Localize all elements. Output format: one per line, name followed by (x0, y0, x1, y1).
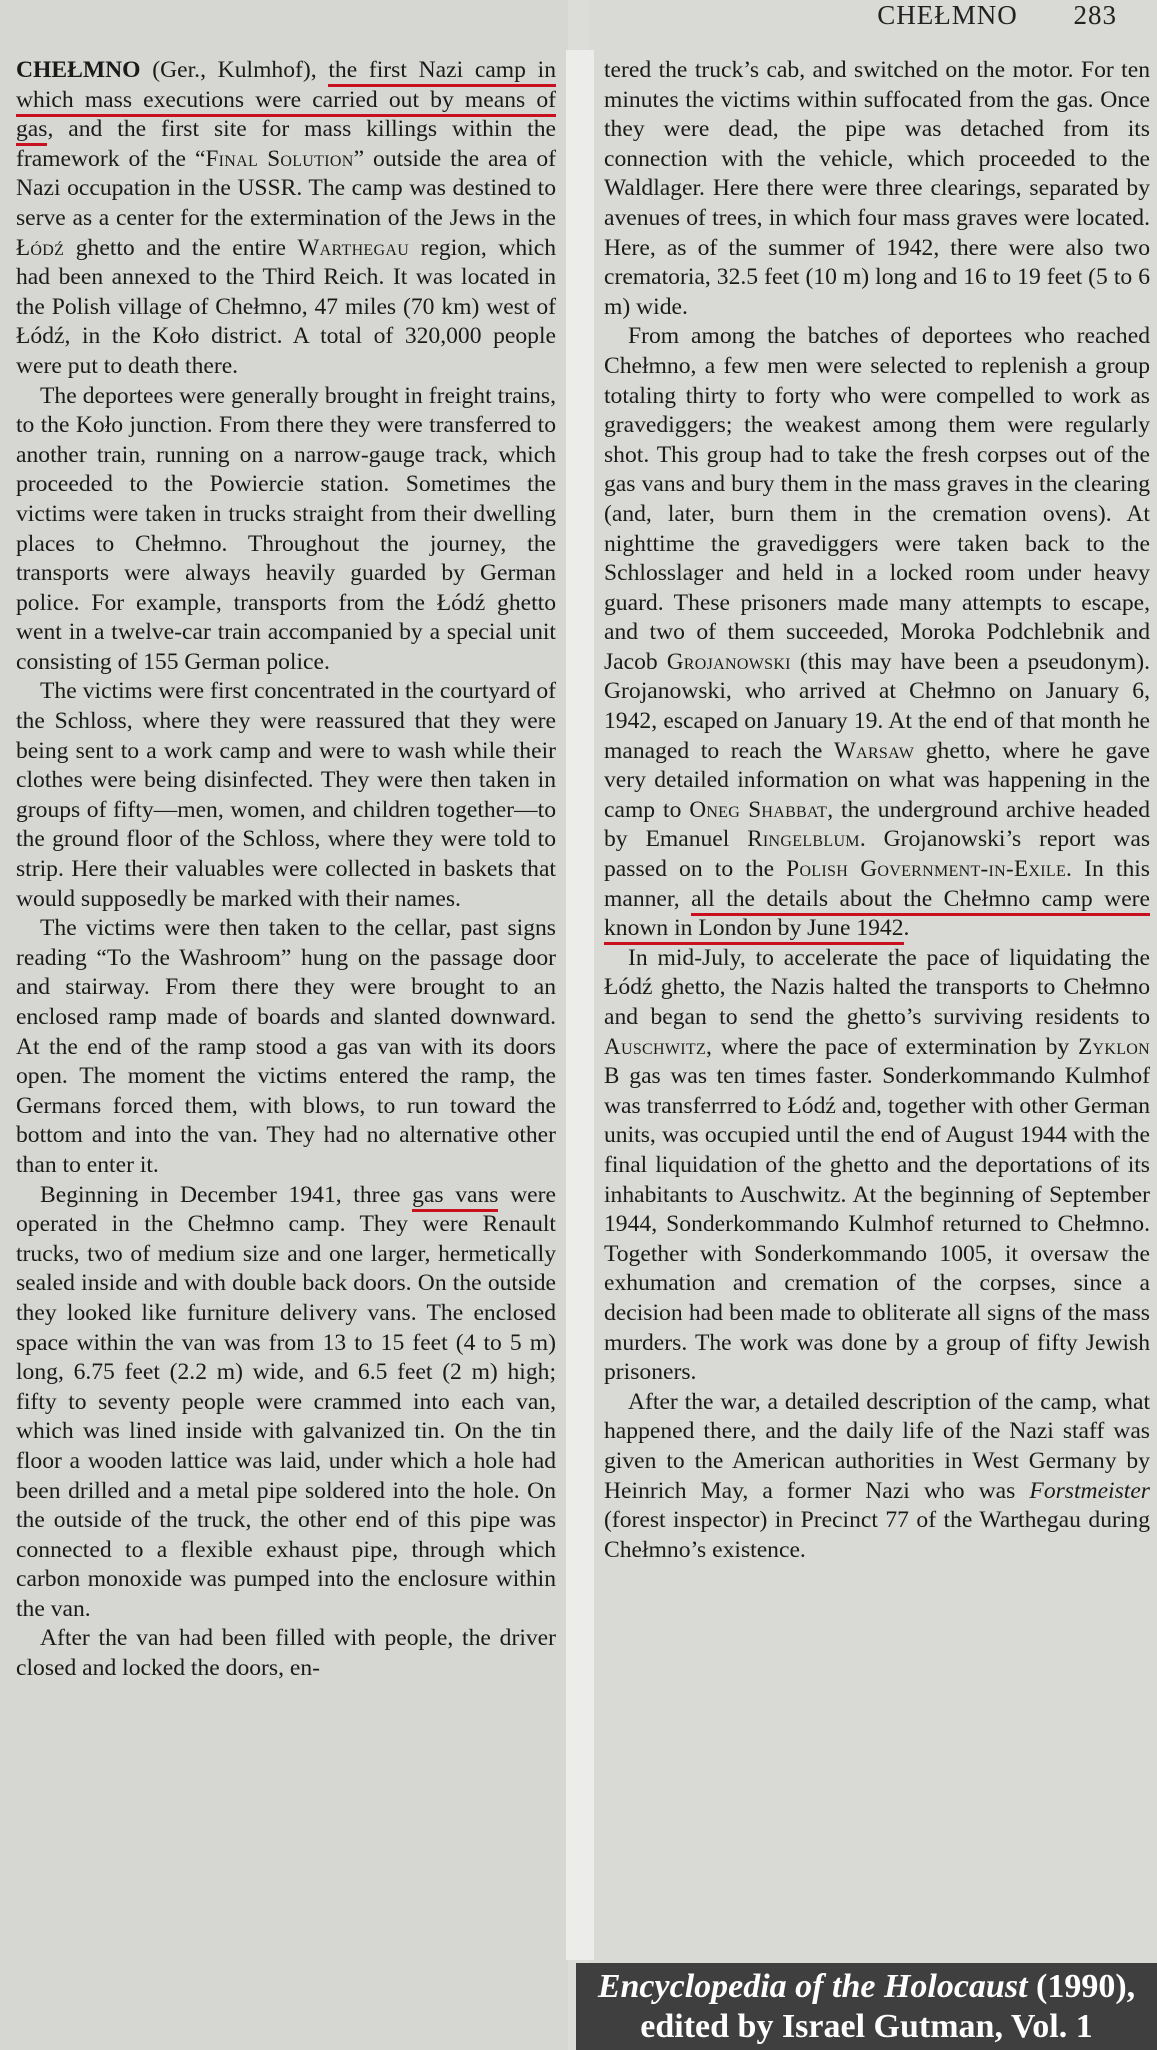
paragraph: In mid-July, to accelerate the pace of liquidating the Łódź ghetto, the Nazis halted the transports to Chełmno and began to send the ghetto’s surviving residents to Auschwitz, where the pace of extermination by Zyklon B gas was ten times faster. Sonderkommando Kulmhof was transferrred to Łódź and, together with other German units, was occupied until the end of August 1944 with the final liquidation of the ghetto and the deportations of its inhabitants to Auschwitz. At the beginning of September 1944, Sonderkommando Kulmhof returned to Chełmno. Together with Sonderkommando 1005, it oversaw the exhumation and cremation of the corpses, since a decision had been made to obliterate all signs of the mass murders. The work was done by a group of fifty Jewish prisoners. (604, 944, 1150, 1386)
paragraph: After the war, a detailed description of the camp, what happened there, and the daily life of the Nazi staff was given to the American authorities in West Germany by Heinrich May, a former Nazi who was Forstmeister (forest inspector) in Precinct 77 of the Warthegau during Chełmno’s existence. (604, 1388, 1150, 1563)
entry-intro-paragraph: CHEŁMNO (Ger., Kulmhof), the first Nazi camp in which mass executions were carried out by means of gas, and the first site for mass killings within the framework of the “Final Solution” outside the area of Nazi occupation in the USSR. The camp was destined to serve as a center for the extermination of the Jews in the Łódź ghetto and the entire Warthegau region, which had been annexed to the Third Reich. It was located in the Polish village of Chełmno, 47 miles (70 km) west of Łódź, in the Koło district. A total of 320,000 people were put to death there. (16, 57, 556, 379)
left-column (16, 56, 556, 1684)
cross-reference: Final Solution (205, 145, 354, 172)
caption-line-1 (576, 1967, 1157, 2007)
paragraph: From among the batches of deportees who reached Chełmno, a few men were selected to replenish a group totaling thirty to forty who were compelled to work as gravediggers; the weakest among them were regularly shot. This group had to take the fresh corpses out of the gas vans and bury them in the mass graves in the clearing (and, later, burn them in the cremation ovens). At nighttime the gravediggers were taken back to the Schlosslager and held in a locked room under heavy guard. These prisoners made many attempts to escape, and two of them succeeded, Moroka Podchlebnik and Jacob Grojanowski (this may have been a pseudonym). Grojanowski, who arrived at Chełmno on January 6, 1942, escaped on January 19. At the end of that month he managed to reach the Warsaw ghetto, where he gave very detailed information on what was happening in the camp to Oneg Shabbat, the underground archive headed by Emanuel Ringelblum. Grojanowski’s report was passed on to the Polish Government-in-Exile. In this manner, all the details about the Chełmno camp were known in London by June 1942. (604, 322, 1150, 943)
cross-reference: Polish Government-in-Exile (786, 856, 1067, 883)
paragraph: The deportees were generally brought in freight trains, to the Koło junction. From there they were transferred to another train, running on a narrow-gauge track, which proceeded to the Powiercie station. Sometimes the victims were taken in trucks straight from their dwelling places to Chełmno. Throughout the journey, the transports were always heavily guarded by German police. For example, transports from the Łódź ghetto went in a twelve-car train accompanied by a special unit consisting of 155 German police. (16, 382, 556, 675)
cross-reference: Ringelblum (747, 826, 860, 853)
italic-term: Forstmeister (1029, 1477, 1150, 1504)
caption-year: (1990), (1027, 1968, 1136, 2005)
page-number: 283 (1073, 0, 1117, 30)
underlined-passage: the first Nazi camp in which mass executions were carried out by means of gas (16, 57, 556, 146)
underlined-passage: all the details about the Chełmno camp were known in London by June 1942 (604, 886, 1150, 946)
cross-reference: Warthegau (297, 234, 410, 261)
paragraph: Beginning in December 1941, three gas vans were operated in the Chełmno camp. They were Renault trucks, two of medium size and one larger, hermetically sealed inside and with double back doors. On the outside they looked like furniture delivery vans. The enclosed space within the van was from 13 to 15 feet (4 to 5 m) long, 6.75 feet (2.2 m) wide, and 6.5 feet (2 m) high; fifty to seventy people were crammed into each van, which was lined inside with galvanized tin. On the tin floor a wooden lattice was laid, under which a hole had been drilled and a metal pipe soldered into the hole. On the outside of the truck, the other end of this pipe was connected to a flexible exhaust pipe, through which carbon monoxide was pumped into the enclosure within the van. (16, 1181, 556, 1622)
entry-headword: CHEŁMNO (16, 57, 141, 83)
paragraph: The victims were then taken to the cellar, past signs reading “To the Washroom” hung on the passage door and stairway. From there they were brought to an enclosed ramp made of boards and slanted downward. At the end of the ramp stood a gas van with its doors open. The moment the victims entered the ramp, the Germans forced them, with blows, to run toward the bottom and into the van. They had no alternative other than to enter it. (16, 915, 556, 1178)
cross-reference: Łódź (16, 234, 65, 261)
cross-reference: Warsaw (833, 737, 915, 764)
cross-reference: Zyklon B (604, 1033, 1150, 1090)
paragraph: After the van had been filled with people, the driver closed and locked the doors, en- (16, 1625, 556, 1682)
source-caption (576, 1963, 1157, 2050)
caption-book-title: Encyclopedia of the Holocaust (597, 1968, 1028, 2005)
paragraph: The victims were first concentrated in the courtyard of the Schloss, where they were reassured that they were being sent to a work camp and were to wash while their clothes were being disinfected. They were then taken in groups of fifty—men, women, and children together—to the ground floor of the Schloss, where they were told to strip. Here their valuables were collected in baskets that would supposedly be marked with their names. (16, 678, 556, 912)
cross-reference: Oneg Shabbat (689, 796, 828, 823)
paragraph: tered the truck’s cab, and switched on the motor. For ten minutes the victims within suffocated from the gas. Once they were dead, the pipe was detached from its connection with the vehicle, which proceeded to the Waldlager. Here there were three clearings, separated by avenues of trees, in which four mass graves were located. Here, as of the summer of 1942, there were also two crematoria, 32.5 feet (10 m) long and 16 to 19 feet (5 to 6 m) wide. (604, 57, 1150, 320)
caption-line-2: edited by Israel Gutman, Vol. 1 (640, 2008, 1093, 2045)
cross-reference: Auschwitz (604, 1033, 707, 1060)
running-header (877, 0, 1117, 34)
cross-reference: Grojanowski (666, 648, 791, 675)
underlined-passage: gas vans (412, 1182, 498, 1212)
right-column (604, 56, 1150, 1565)
header-title: CHEŁMNO (877, 0, 1018, 30)
